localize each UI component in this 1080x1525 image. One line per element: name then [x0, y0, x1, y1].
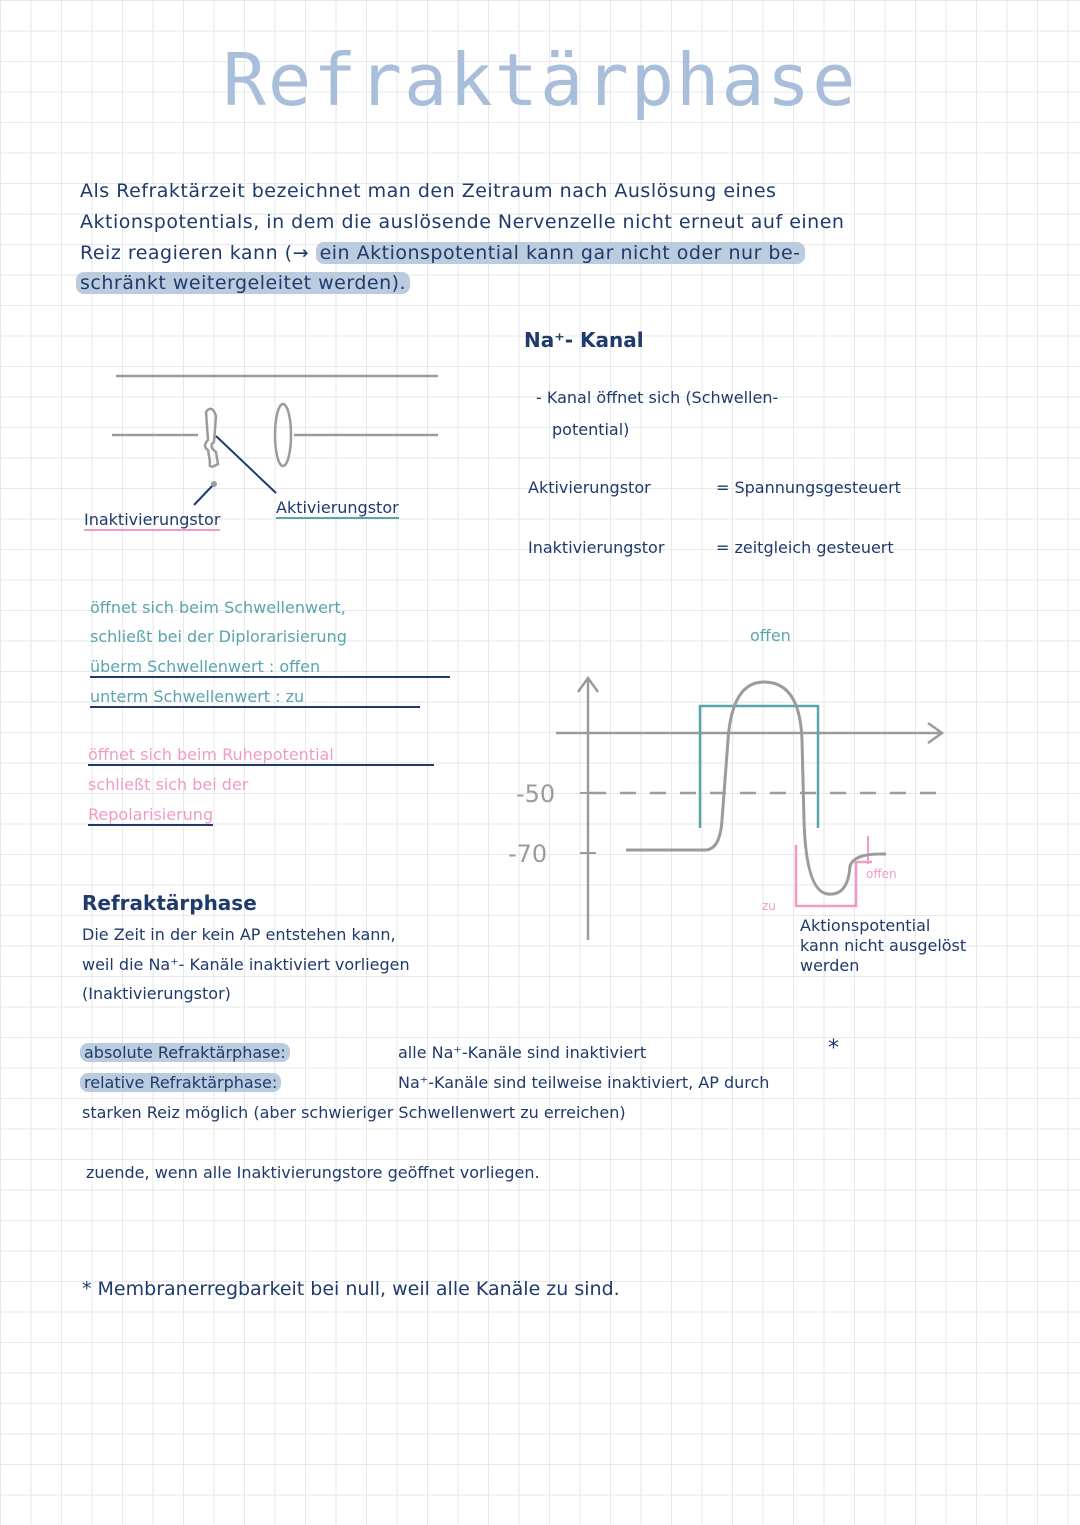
intro-line-3a: Reiz reagieren kann (→ — [80, 242, 310, 264]
absolute-phase-label — [80, 1043, 290, 1062]
graph-caption-2: kann nicht ausgelöst — [800, 936, 967, 955]
inactivation-note-1-text: öffnet sich beim Ruhepotential — [88, 745, 434, 766]
graph-caption — [800, 916, 966, 976]
na-channel-heading: Na⁺- Kanal — [524, 328, 644, 352]
activation-note-4-text: unterm Schwellenwert : zu — [90, 687, 420, 708]
activation-gate-shape — [275, 404, 291, 466]
activation-term: Aktivierungstor — [528, 478, 651, 497]
page-title: Refraktärphase — [222, 38, 858, 122]
intro-line-1: Als Refraktärzeit bezeichnet man den Zeitraum nach Auslösung eines — [80, 180, 777, 202]
inactivation-definition: = zeitgleich gesteuert — [716, 538, 894, 557]
inactivation-note-2: schließt sich bei der — [88, 775, 249, 794]
refraktaer-line-3: (Inaktivierungstor) — [82, 984, 231, 1003]
label-zu: zu — [762, 899, 776, 913]
refraktaer-heading: Refraktärphase — [82, 891, 257, 915]
relative-phase-label — [80, 1073, 281, 1092]
na-bullet-1: - Kanal öffnet sich (Schwellen- — [536, 388, 779, 407]
label-inactivation-gate — [84, 510, 220, 529]
graph-label-open: offen — [750, 626, 791, 645]
activation-note-1: öffnet sich beim Schwellenwert, — [90, 598, 346, 617]
inactivation-note-3 — [88, 805, 213, 824]
activation-note-4 — [90, 687, 420, 708]
relative-phase-text-2: starken Reiz möglich (aber schwieriger Schwellenwert zu erreichen) — [82, 1103, 626, 1122]
intro-line-3b-highlight: ein Aktionspotential kann gar nicht oder nur be- — [316, 242, 805, 264]
intro-line-3 — [80, 242, 805, 264]
gate-graph — [500, 660, 970, 950]
activation-note-3-text: überm Schwellenwert : offen — [90, 657, 450, 678]
label-offen-small: offen — [866, 867, 897, 881]
inactivation-pointer — [194, 484, 214, 505]
membrane-potential-curve — [626, 682, 886, 894]
graph-caption-3: werden — [800, 956, 860, 975]
label-inactivation-text: Inaktivierungstor — [84, 510, 221, 529]
label-activation-text: Aktivierungstor — [276, 498, 399, 517]
relative-phase-label-text: relative Refraktärphase: — [80, 1073, 281, 1092]
absolute-phase-star: * — [828, 1036, 839, 1061]
tick-minus70: -70 — [508, 840, 548, 868]
inactivation-note-3-text: Repolarisierung — [88, 805, 214, 824]
graph-caption-1: Aktionspotential — [800, 916, 931, 935]
channel-diagram — [80, 360, 460, 530]
activation-note-2: schließt bei der Diplorarisierung — [90, 627, 347, 646]
na-bullet-1b: potential) — [552, 420, 630, 439]
activation-pointer — [216, 436, 276, 493]
refraktaer-line-2: weil die Na⁺- Kanäle inaktiviert vorliegen — [82, 955, 410, 974]
gate-pivot — [211, 481, 217, 487]
inactivation-term: Inaktivierungstor — [528, 538, 665, 557]
phase-end-text: zuende, wenn alle Inaktivierungstore geöffnet vorliegen. — [86, 1163, 540, 1182]
tick-minus50: -50 — [516, 780, 556, 808]
refraktaer-line-1: Die Zeit in der kein AP entstehen kann, — [82, 925, 396, 944]
absolute-phase-text: alle Na⁺-Kanäle sind inaktiviert — [398, 1043, 647, 1062]
intro-line-2: Aktionspotentials, in dem die auslösende Nervenzelle nicht erneut auf einen — [80, 211, 845, 233]
intro-line-4 — [76, 272, 410, 294]
absolute-phase-label-text: absolute Refraktärphase: — [80, 1043, 290, 1062]
inactivation-gate-shape — [205, 409, 218, 467]
label-activation-gate — [276, 498, 399, 517]
relative-phase-text: Na⁺-Kanäle sind teilweise inaktiviert, AP durch — [398, 1073, 770, 1092]
footnote: * Membranerregbarkeit bei null, weil alle Kanäle zu sind. — [82, 1278, 620, 1300]
inactivation-note-1 — [88, 745, 434, 766]
intro-line-4-highlight: schränkt weitergeleitet werden). — [76, 272, 410, 294]
activation-note-3 — [90, 657, 450, 678]
activation-definition: = Spannungsgesteuert — [716, 478, 901, 497]
